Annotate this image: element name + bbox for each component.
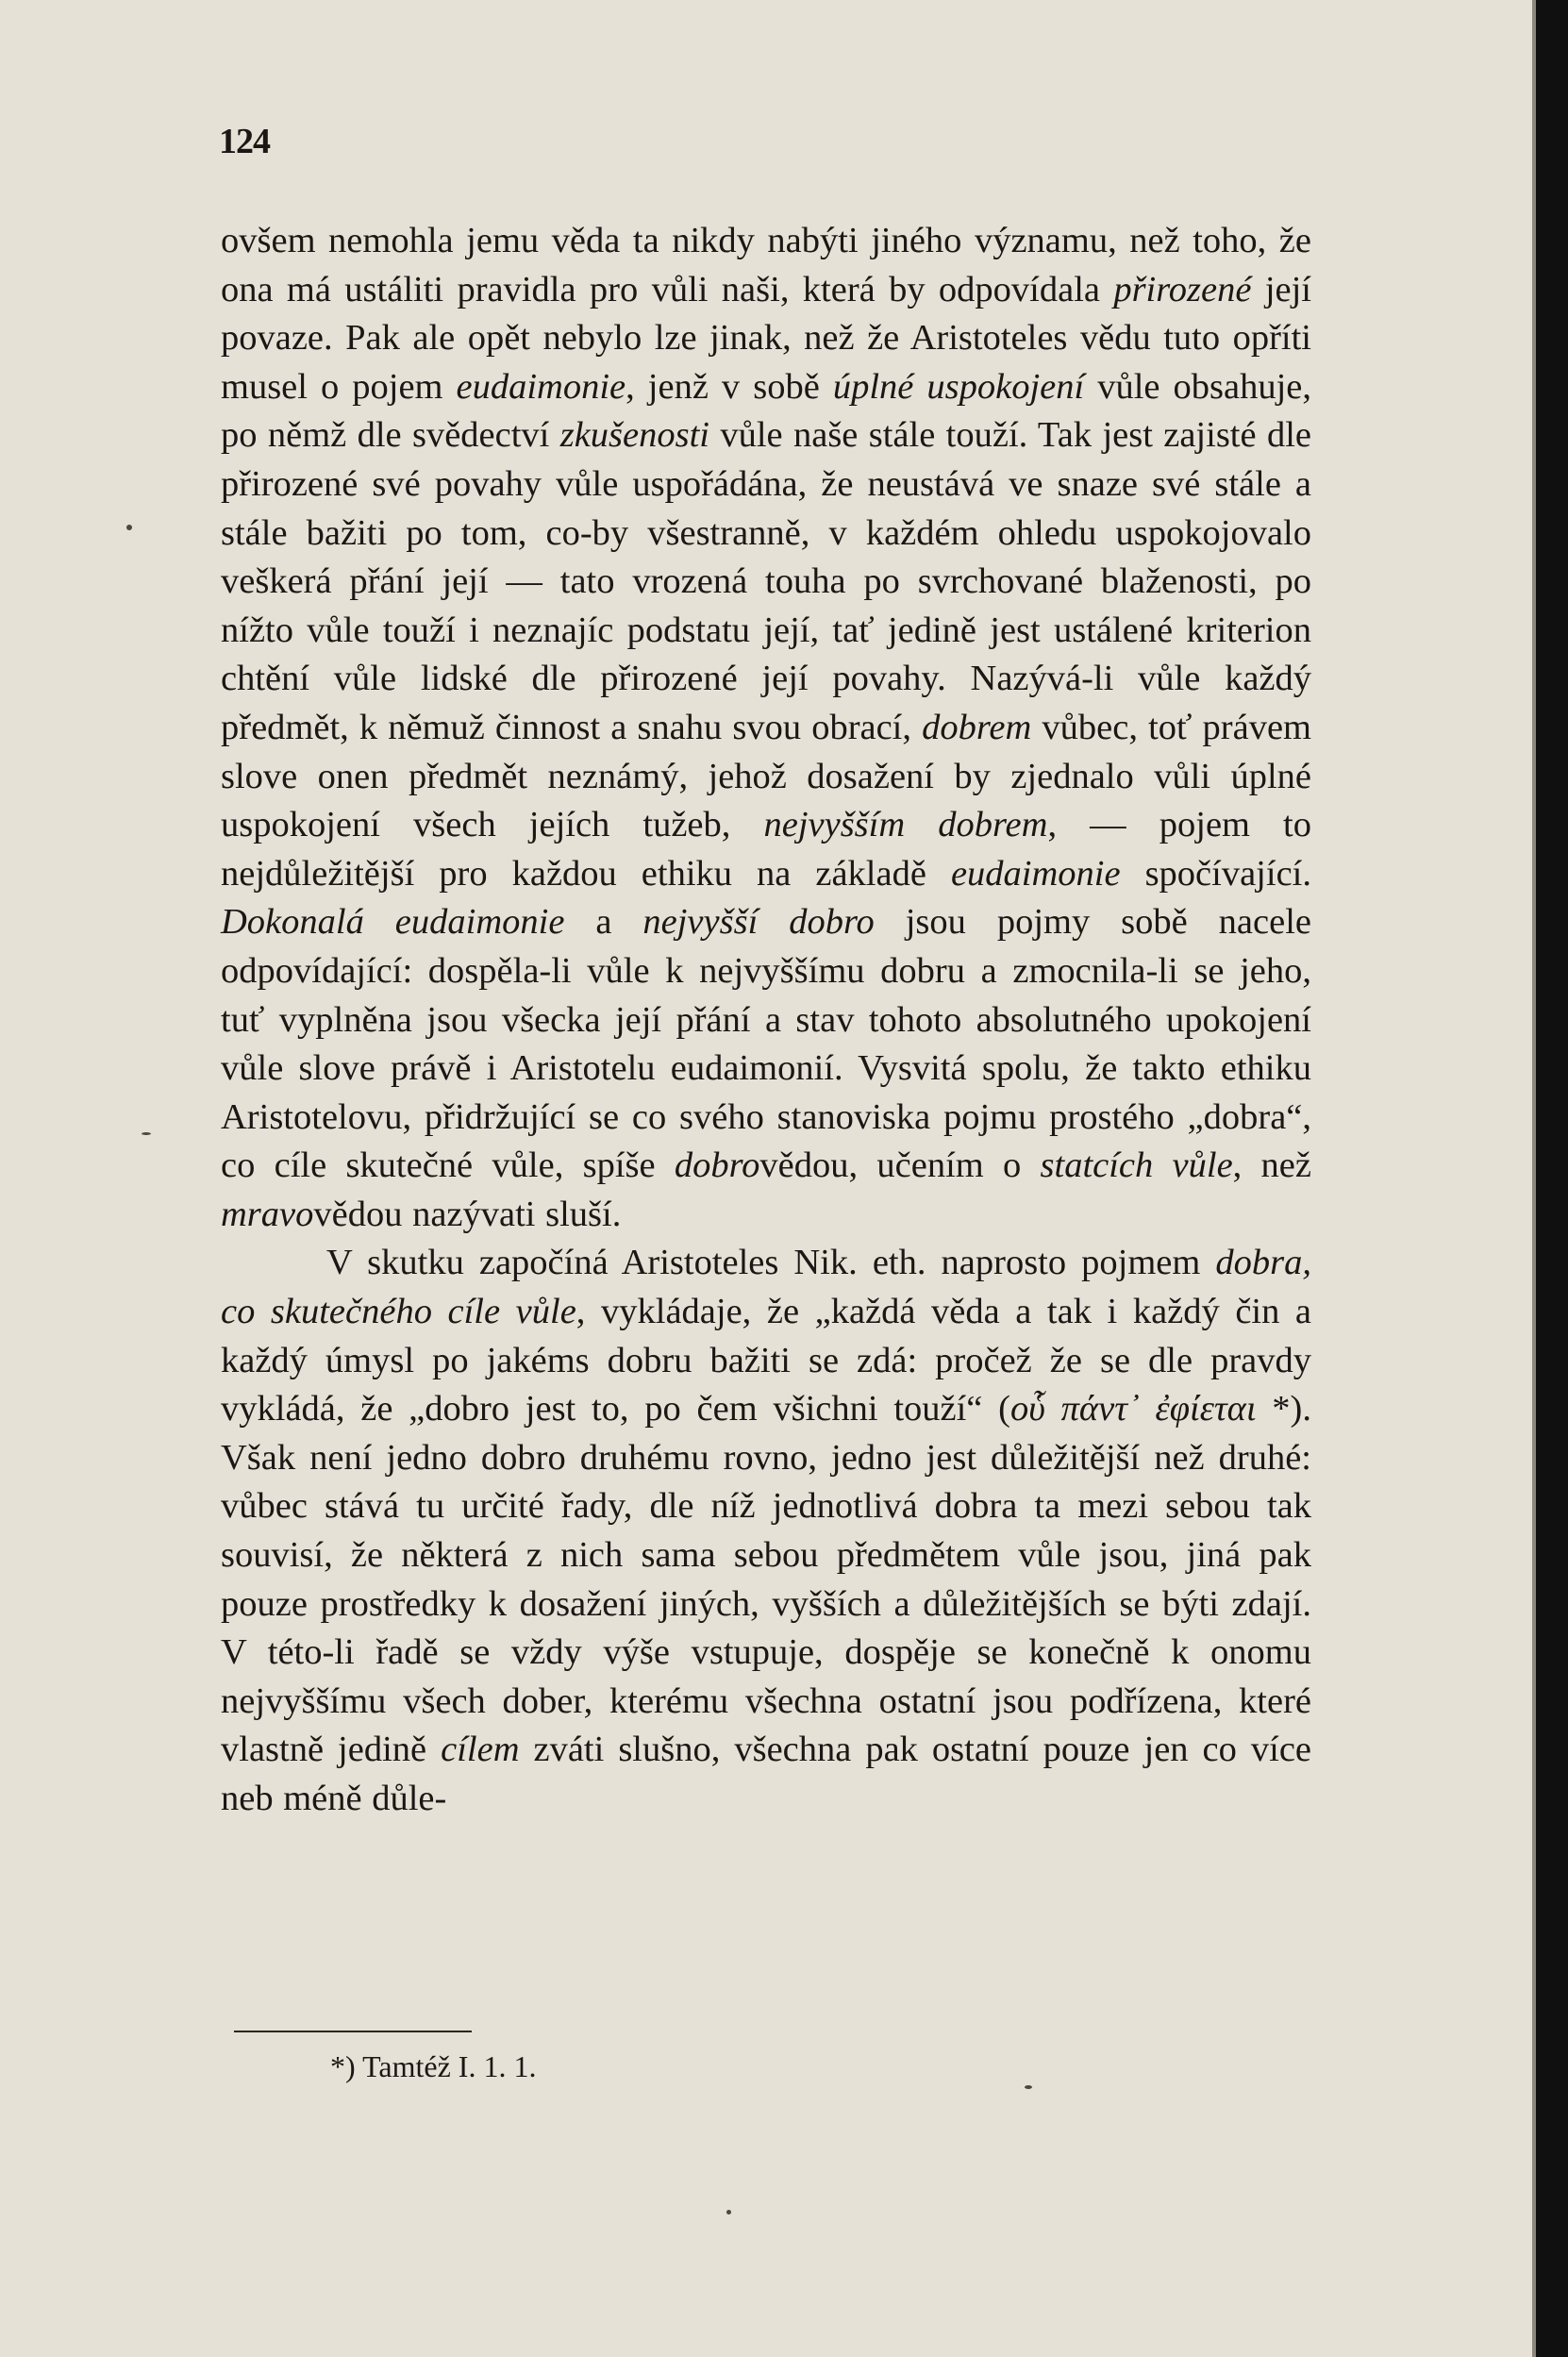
italic-run: Dokonalá eudaimonie bbox=[221, 902, 565, 943]
text-run: V skutku započíná Aristoteles Nik. eth. naprosto pojmem bbox=[326, 1243, 1216, 1283]
text-run: její povaze. Pak ale opět nebylo lze jinak, než že Aristoteles vědu tuto opříti musel o pojem bbox=[221, 269, 1312, 407]
italic-run: mravo bbox=[221, 1194, 314, 1234]
text-run: a bbox=[564, 902, 643, 943]
italic-run: eudaimonie bbox=[950, 853, 1121, 894]
text-run: spočívající. bbox=[1120, 853, 1311, 894]
italic-run: dobrem bbox=[922, 707, 1032, 747]
italic-run: zkušenosti bbox=[559, 415, 709, 456]
text-run: vědou, učením o bbox=[759, 1145, 1041, 1186]
italic-run: úplné uspokojení bbox=[832, 366, 1085, 407]
speck bbox=[142, 1132, 151, 1135]
text-run: jsou pojmy sobě nacele odpovídající: dospěla-li vůle k nejvyššímu dobru a zmocnila-li se jeho, tuť vyplněna jsou všecka její přání a stav tohoto absolutného upokojení vůle slove právě i Aristotelu eudaimonií. Vysvitá spolu, že takto ethiku Aristotelovu, přidržující se co svého stanoviska pojmu prostého „dobra“, co cíle skutečné vůle, spíše bbox=[221, 902, 1311, 1186]
text-run: , než bbox=[1232, 1145, 1311, 1186]
italic-run: cílem bbox=[441, 1730, 520, 1770]
italic-run: eudaimonie bbox=[456, 366, 626, 407]
italic-run: statcích vůle bbox=[1040, 1145, 1233, 1186]
italic-run: přirozené bbox=[1113, 269, 1252, 309]
speck bbox=[726, 2210, 731, 2215]
italic-run: dobra, co skutečného cíle vůle bbox=[221, 1243, 1311, 1332]
text-run: ovšem nemohla jemu věda ta nikdy nabýti jiného významu, než toho, že ona má ustáliti pravidla pro vůli naši, která by odpovídala bbox=[221, 221, 1311, 309]
text-run: *). Však není jedno dobro druhému rovno, jedno jest důležitější než druhé: vůbec stává tu určité řady, dle níž jednotlivá dobra ta mezi sebou tak souvisí, že některá z nich sama sebou předmětem vůle jsou, jiná pak pouze prostředky k dosažení jiných, vyšších a důležitějších se býti zdají. V této-li řadě se vždy výše vstupuje, dospěje se konečně k onomu nejvyššímu všech dober, kterému všechna ostatní jsou podřízena, které vlastně jedině bbox=[221, 1389, 1311, 1770]
speck bbox=[1025, 2085, 1032, 2089]
text-run: vůle obsahuje, po němž dle svědectví bbox=[221, 366, 1311, 456]
text-run: vůbec, toť právem slove onen předmět neznámý, jehož dosažení by zjednalo vůli úplné uspokojení všech jejích tužeb, bbox=[221, 707, 1312, 845]
footnote: *) Tamtéž I. 1. 1. bbox=[330, 2049, 537, 2083]
paragraph-2 bbox=[221, 1239, 1311, 1823]
text-run: , — pojem to nejdůležitější pro každou ethiku na základě bbox=[221, 805, 1312, 894]
text-run: vědou nazývati sluší. bbox=[313, 1194, 622, 1234]
text-run: zváti slušno, všechna pak ostatní pouze jen co více neb méně důle- bbox=[221, 1730, 1311, 1818]
italic-run: nejvyšším dobrem bbox=[763, 805, 1048, 845]
page-number: 124 bbox=[219, 122, 270, 161]
text-run: vůle naše stále touží. Tak jest zajisté dle přirozené své povahy vůle uspořádána, že neustává ve snaze své stále a stále bažiti po tom, co-by všestranně, v každém ohledu uspokojovalo veškerá přání její — tato vrozená touha po svrchované blaženosti, po nížto vůle touží i neznajíc podstatu její, tať jedině jest ustálené kriterion chtění vůle lidské dle přirozené její povahy. Nazývá-li vůle každý předmět, k němuž činnost a snahu svou obrací, bbox=[221, 415, 1311, 747]
footnote-rule bbox=[234, 2031, 472, 2032]
body-text bbox=[221, 217, 1311, 1824]
text-run: , vykládaje, že „každá věda a tak i každý čin a každý úmysl po jakéms dobru bažiti se zdá: pročež že se dle pravdy vykládá, že „dobro jest to, po čem všichni touží“ ( bbox=[221, 1292, 1312, 1429]
speck bbox=[126, 525, 132, 530]
scan-edge-black bbox=[1536, 0, 1568, 2357]
paragraph-1 bbox=[221, 217, 1311, 1239]
italic-run: nejvyšší dobro bbox=[642, 902, 875, 943]
italic-run: οὗ πάντ᾽ ἐφίεται bbox=[1009, 1389, 1257, 1429]
text-run: , jenž v sobě bbox=[626, 366, 833, 407]
italic-run: dobro bbox=[674, 1145, 760, 1186]
